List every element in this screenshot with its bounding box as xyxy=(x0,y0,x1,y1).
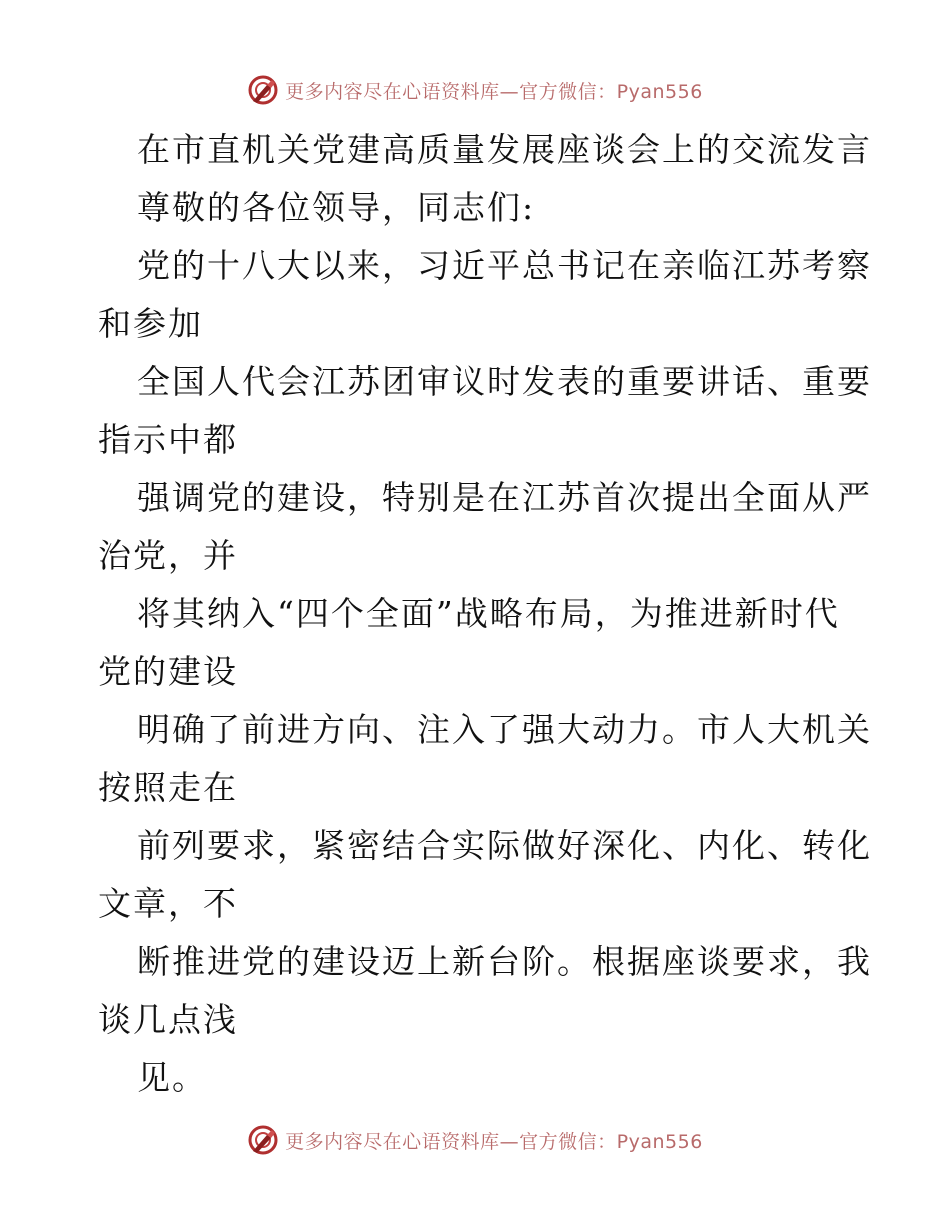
text-line: 强调党的建设，特别是在江苏首次提出全面从严 xyxy=(137,478,872,517)
footer-watermark xyxy=(0,1120,950,1160)
text-line: 断推进党的建设迈上新台阶。根据座谈要求，我 xyxy=(137,942,872,981)
text-line: 明确了前进方向、注入了强大动力。市人大机关 xyxy=(137,710,872,749)
text-line: 和参加 xyxy=(98,304,203,343)
pen-logo-icon xyxy=(247,1124,279,1156)
text-line: 治党，并 xyxy=(98,536,238,575)
text-line: 见。 xyxy=(137,1058,207,1097)
document-body xyxy=(98,121,872,1107)
text-line: 指示中都 xyxy=(98,420,238,459)
watermark-text: 更多内容尽在心语资料库—官方微信：Pyan556 xyxy=(285,1130,703,1153)
watermark-text: 更多内容尽在心语资料库—官方微信：Pyan556 xyxy=(285,80,703,103)
salutation: 尊敬的各位领导，同志们: xyxy=(137,188,536,227)
text-line: 谈几点浅 xyxy=(98,1000,238,1039)
doc-title: 在市直机关党建高质量发展座谈会上的交流发言 xyxy=(137,130,872,169)
text-line: 全国人代会江苏团审议时发表的重要讲话、重要 xyxy=(137,362,872,401)
text-line: 党的十八大以来，习近平总书记在亲临江苏考察 xyxy=(137,246,872,285)
text-line: 文章，不 xyxy=(98,884,238,923)
text-line: 党的建设 xyxy=(98,652,238,691)
header-watermark xyxy=(0,70,950,110)
text-line: 按照走在 xyxy=(98,768,238,807)
text-line: 将其纳入“四个全面”战略布局，为推进新时代 xyxy=(137,594,840,633)
text-line: 前列要求，紧密结合实际做好深化、内化、转化 xyxy=(137,826,872,865)
pen-logo-icon xyxy=(247,74,279,106)
